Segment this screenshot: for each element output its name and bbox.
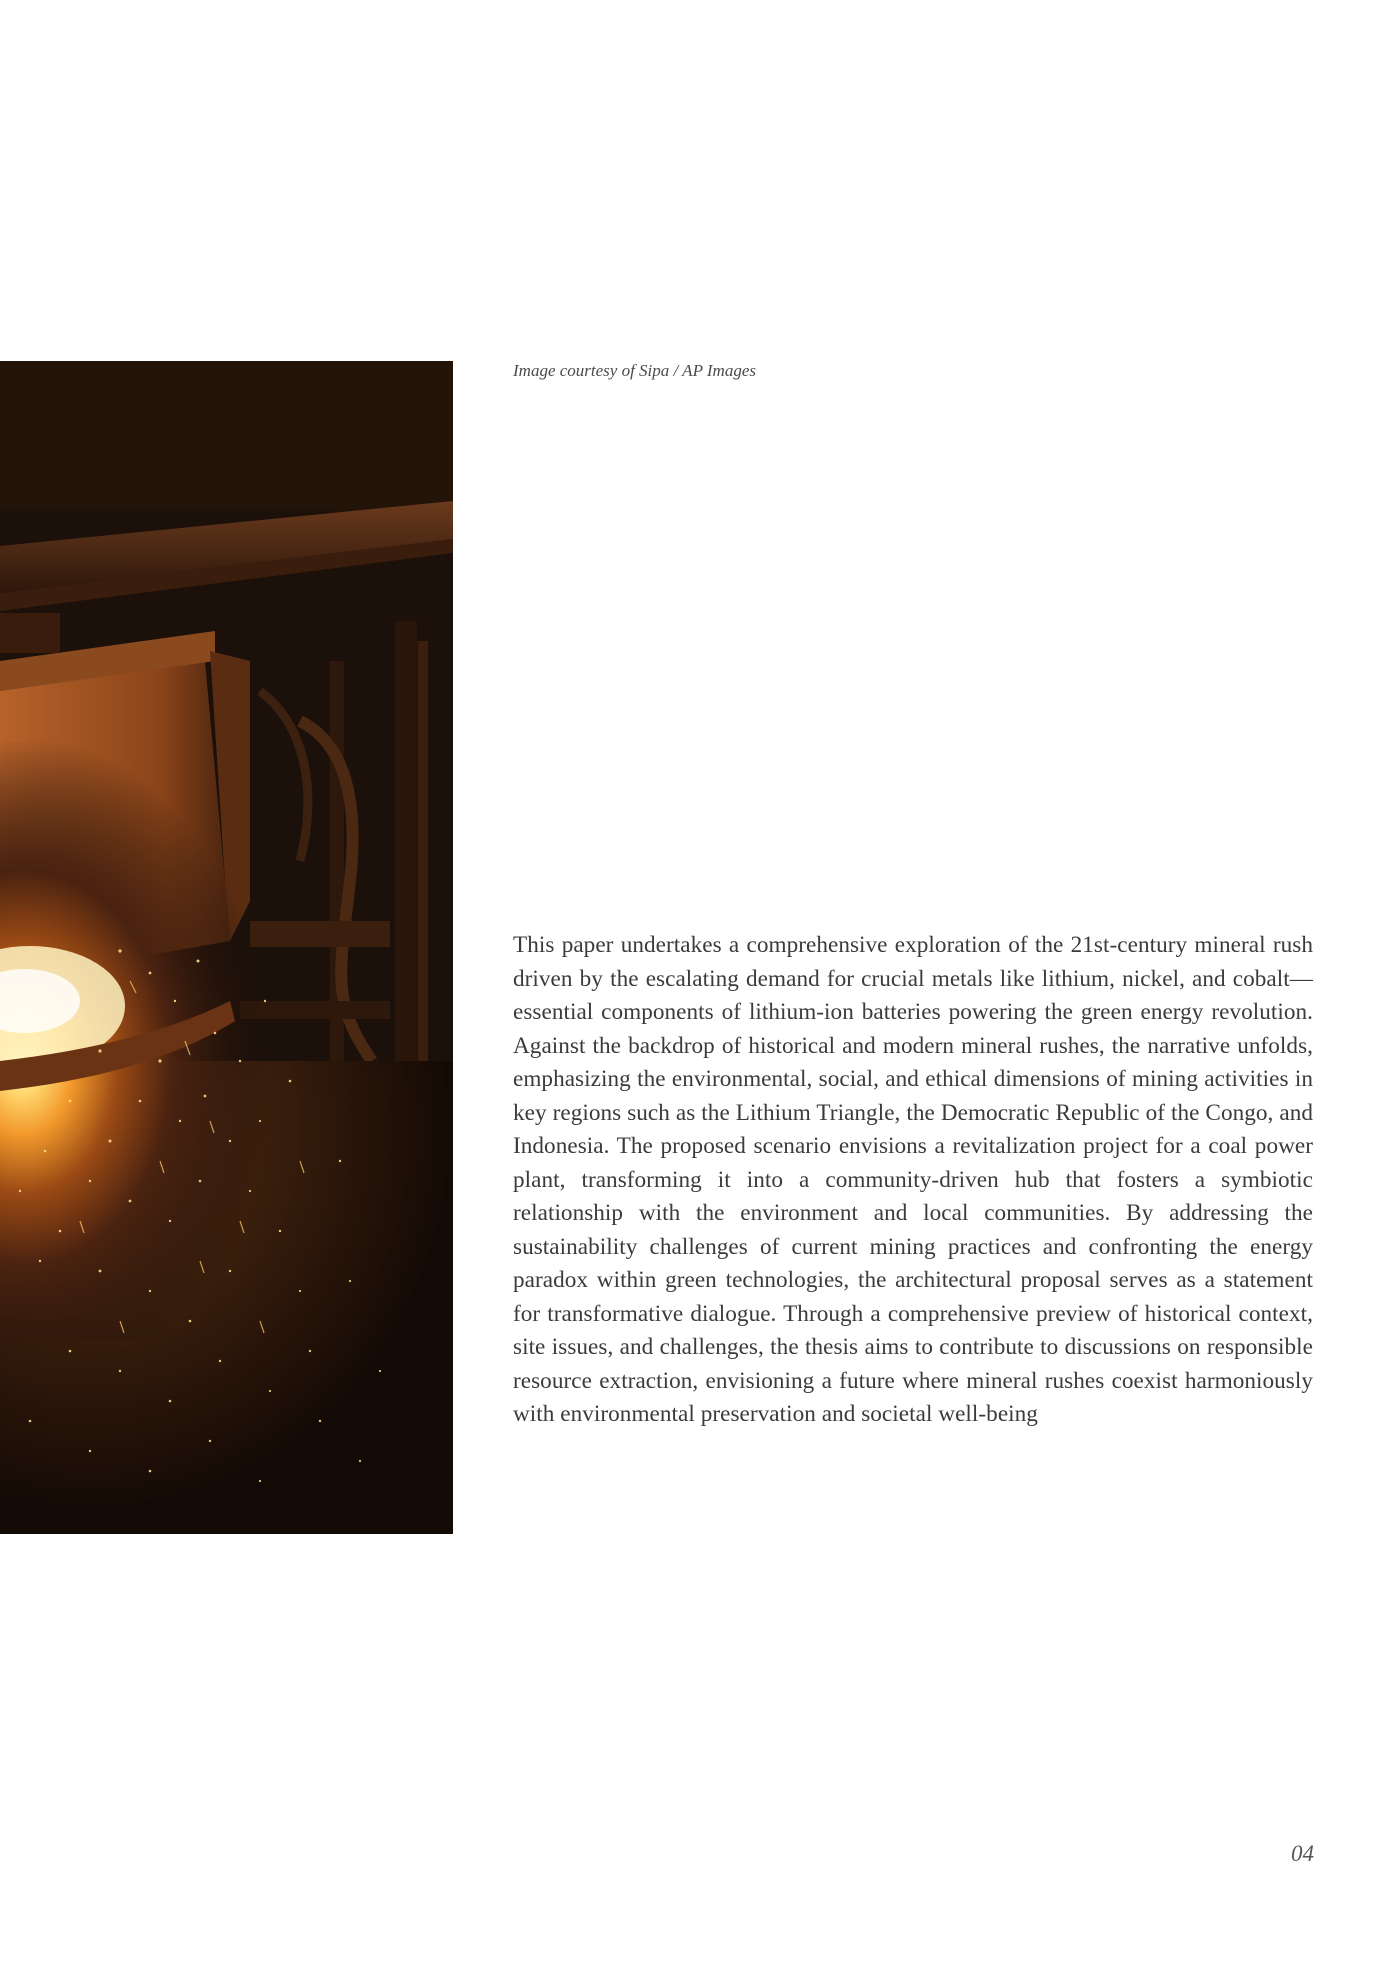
abstract-paragraph: This paper undertakes a comprehensive exploration of the 21st-century mineral rush driven by the escalating demand for crucial metals like lithium, nickel, and cobalt—essential components of lithium-ion batteries powering the green energy revolution. Against the backdrop of historical and modern mineral rushes, the narrative unfolds, emphasizing the environmental, social, and ethical dimensions of mining activities in key regions such as the Lithium Triangle, the Democratic Republic of the Congo, and Indonesia. The proposed scenario envisions a revitalization project for a coal power plant, transforming it into a community-driven hub that fosters a symbiotic relationship with the environment and local communities. By addressing the sustainability challenges of current mining practices and confronting the energy paradox within green technologies, the architectural proposal serves as a statement for transformative dialogue. Through a comprehensive preview of historical context, site issues, and challenges, the thesis aims to contribute to discussions on responsible resource extraction, envisioning a future where mineral rushes coexist harmoniously with environmental preservation and societal well-being bbox=[513, 932, 1313, 1427]
furnace-photo bbox=[0, 361, 453, 1534]
image-caption: Image courtesy of Sipa / AP Images bbox=[513, 361, 756, 380]
page-number: 04 bbox=[1291, 1841, 1314, 1866]
furnace-sparks-image bbox=[0, 361, 453, 1534]
